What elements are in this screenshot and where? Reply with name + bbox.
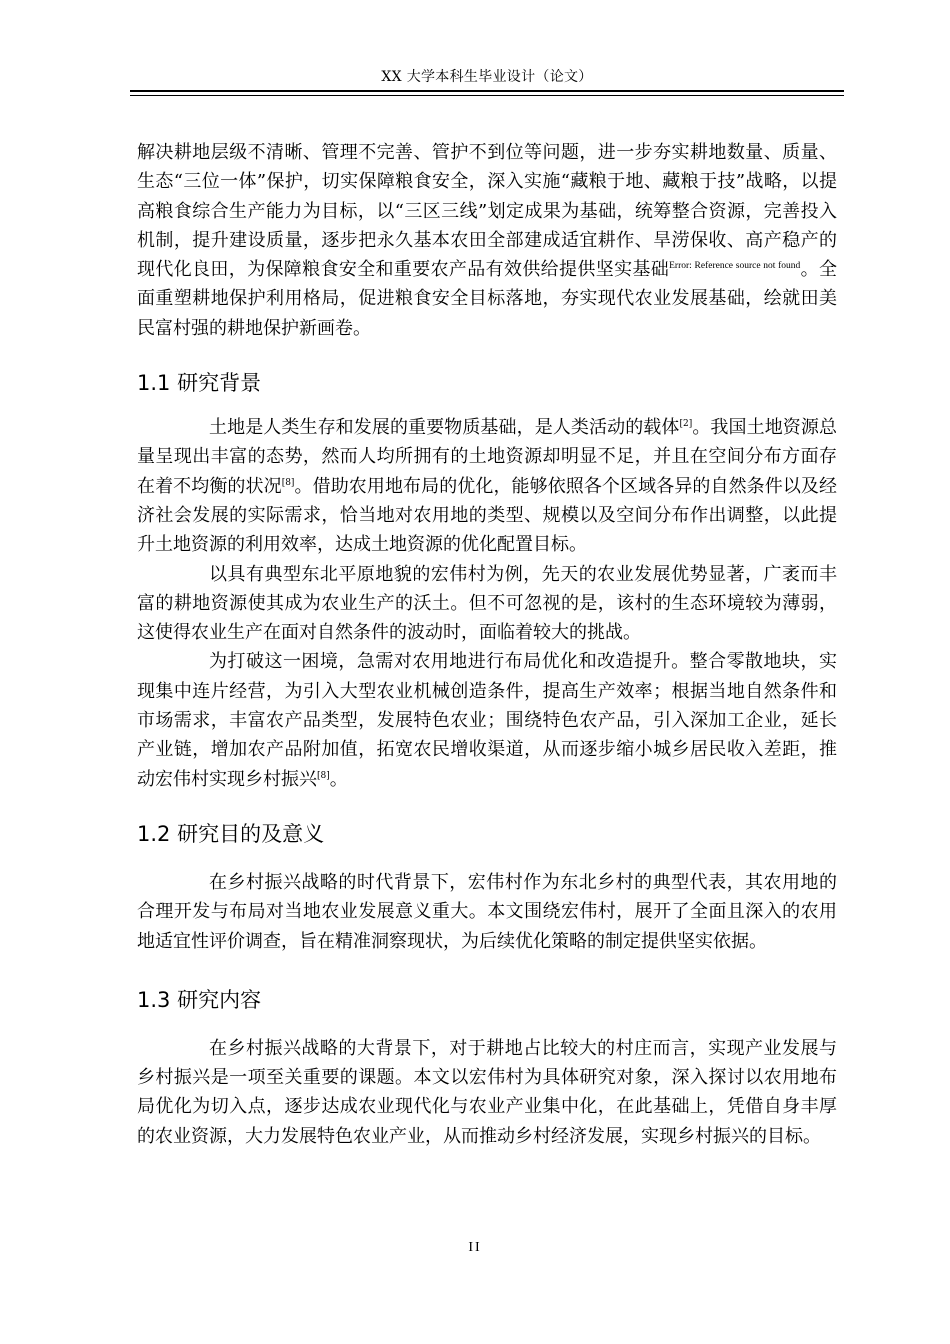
section-1-3-paragraph-1: 在乡村振兴战略的大背景下，对于耕地占比较大的村庄而言，实现产业发展与乡村振兴是一项至关重要的课题。本文以宏伟村为具体研究对象，深入探讨以农用地布局优化为切入点，逐步达成农业现代化与农业产业集中化，在此基础上，凭借自身丰厚的农业资源，大力发展特色农业产业，从而推动乡村经济发展，实现乡村振兴的目标。	[137, 1037, 837, 1147]
section-heading-1-1: 1.1 研究背景	[137, 371, 262, 396]
section-1-2-paragraph-1: 在乡村振兴战略的时代背景下，宏伟村作为东北乡村的典型代表，其农用地的合理开发与布局对当地农业发展意义重大。本文围绕宏伟村，展开了全面且深入的农用地适宜性评价调查，旨在精准洞察现状，为后续优化策略的制定提供坚实依据。	[137, 871, 837, 952]
para-text: 为打破这一困境，急需对农用地进行布局优化和改造提升。整合零散地块，实现集中连片经营，为引入大型农业机械创造条件，提高生产效率；根据当地自然条件和市场需求，丰富农产品类型，发展特色农业；围绕特色农产品，引入深加工企业，延长产业链，增加农产品附加值，拓宽农民增收渠道，从而逐步缩小城乡居民收入差距，推动宏伟村实现乡村振兴	[137, 651, 837, 790]
header-rule-thick	[130, 90, 844, 92]
page-body	[137, 138, 837, 1151]
page-number: II	[468, 1240, 482, 1255]
reference-error: Error: Reference source not found	[669, 261, 801, 272]
section-heading-1-2: 1.2 研究目的及意义	[137, 821, 325, 846]
header-rule-thin	[130, 95, 844, 96]
running-header: XX 大学本科生毕业设计（论文）	[381, 69, 593, 85]
section-1-1-paragraph-3	[137, 647, 837, 793]
para-text: 。借助农用地布局的优化，能够依照各个区域各异的自然条件以及经济社会发展的实际需求，恰当地对农用地的类型、规模以及空间分布作出调整，以此提升土地资源的利用效率，达成土地资源的优化配置目标。	[137, 475, 838, 556]
section-1-1-paragraph-2: 以具有典型东北平原地貌的宏伟村为例，先天的农业发展优势显著，广袤而丰富的耕地资源使其成为农业生产的沃土。但不可忽视的是，该村的生态环境较为薄弱，这使得农业生产在面对自然条件的波动时，面临着较大的挑战。	[137, 563, 837, 644]
para-text: 土地是人类生存和发展的重要物质基础，是人类活动的载体	[209, 417, 680, 439]
section-heading-1-3: 1.3 研究内容	[137, 987, 262, 1012]
citation[interactable]: [8]	[317, 770, 330, 781]
section-1-1-paragraph-1	[137, 413, 837, 559]
citation[interactable]: [8]	[281, 477, 295, 488]
citation[interactable]: [2]	[679, 419, 693, 430]
para-text: 。	[329, 768, 348, 790]
intro-text-1: 解决耕地层级不清晰、管理不完善、管护不到位等问题，进一步夯实耕地数量、质量、生态“三位一体”保护，切实保障粮食安全，深入实施“藏粮于地、藏粮于技”战略，以提高粮食综合生产能力为目标，以“三区三线”划定成果为基础，统筹整合资源，完善投入机制，提升建设质量，逐步把永久基本农田全部建成适宜耕作、旱涝保收、高产稳产的现代化良田，为保障粮食安全和重要农产品有效供给提供坚实基础	[137, 142, 837, 281]
para-text: 。我国土地资源总量呈现出丰富的态势，然而人均所拥有的土地资源却明显不足，并且在空间分布方面存在着不均衡的状况	[137, 417, 837, 497]
intro-text-2: 。全面重塑耕地保护利用格局，促进粮食安全目标落地，夯实现代农业发展基础，绘就田美民富村强的耕地保护新画卷。	[137, 259, 838, 339]
intro-paragraph	[137, 138, 837, 343]
